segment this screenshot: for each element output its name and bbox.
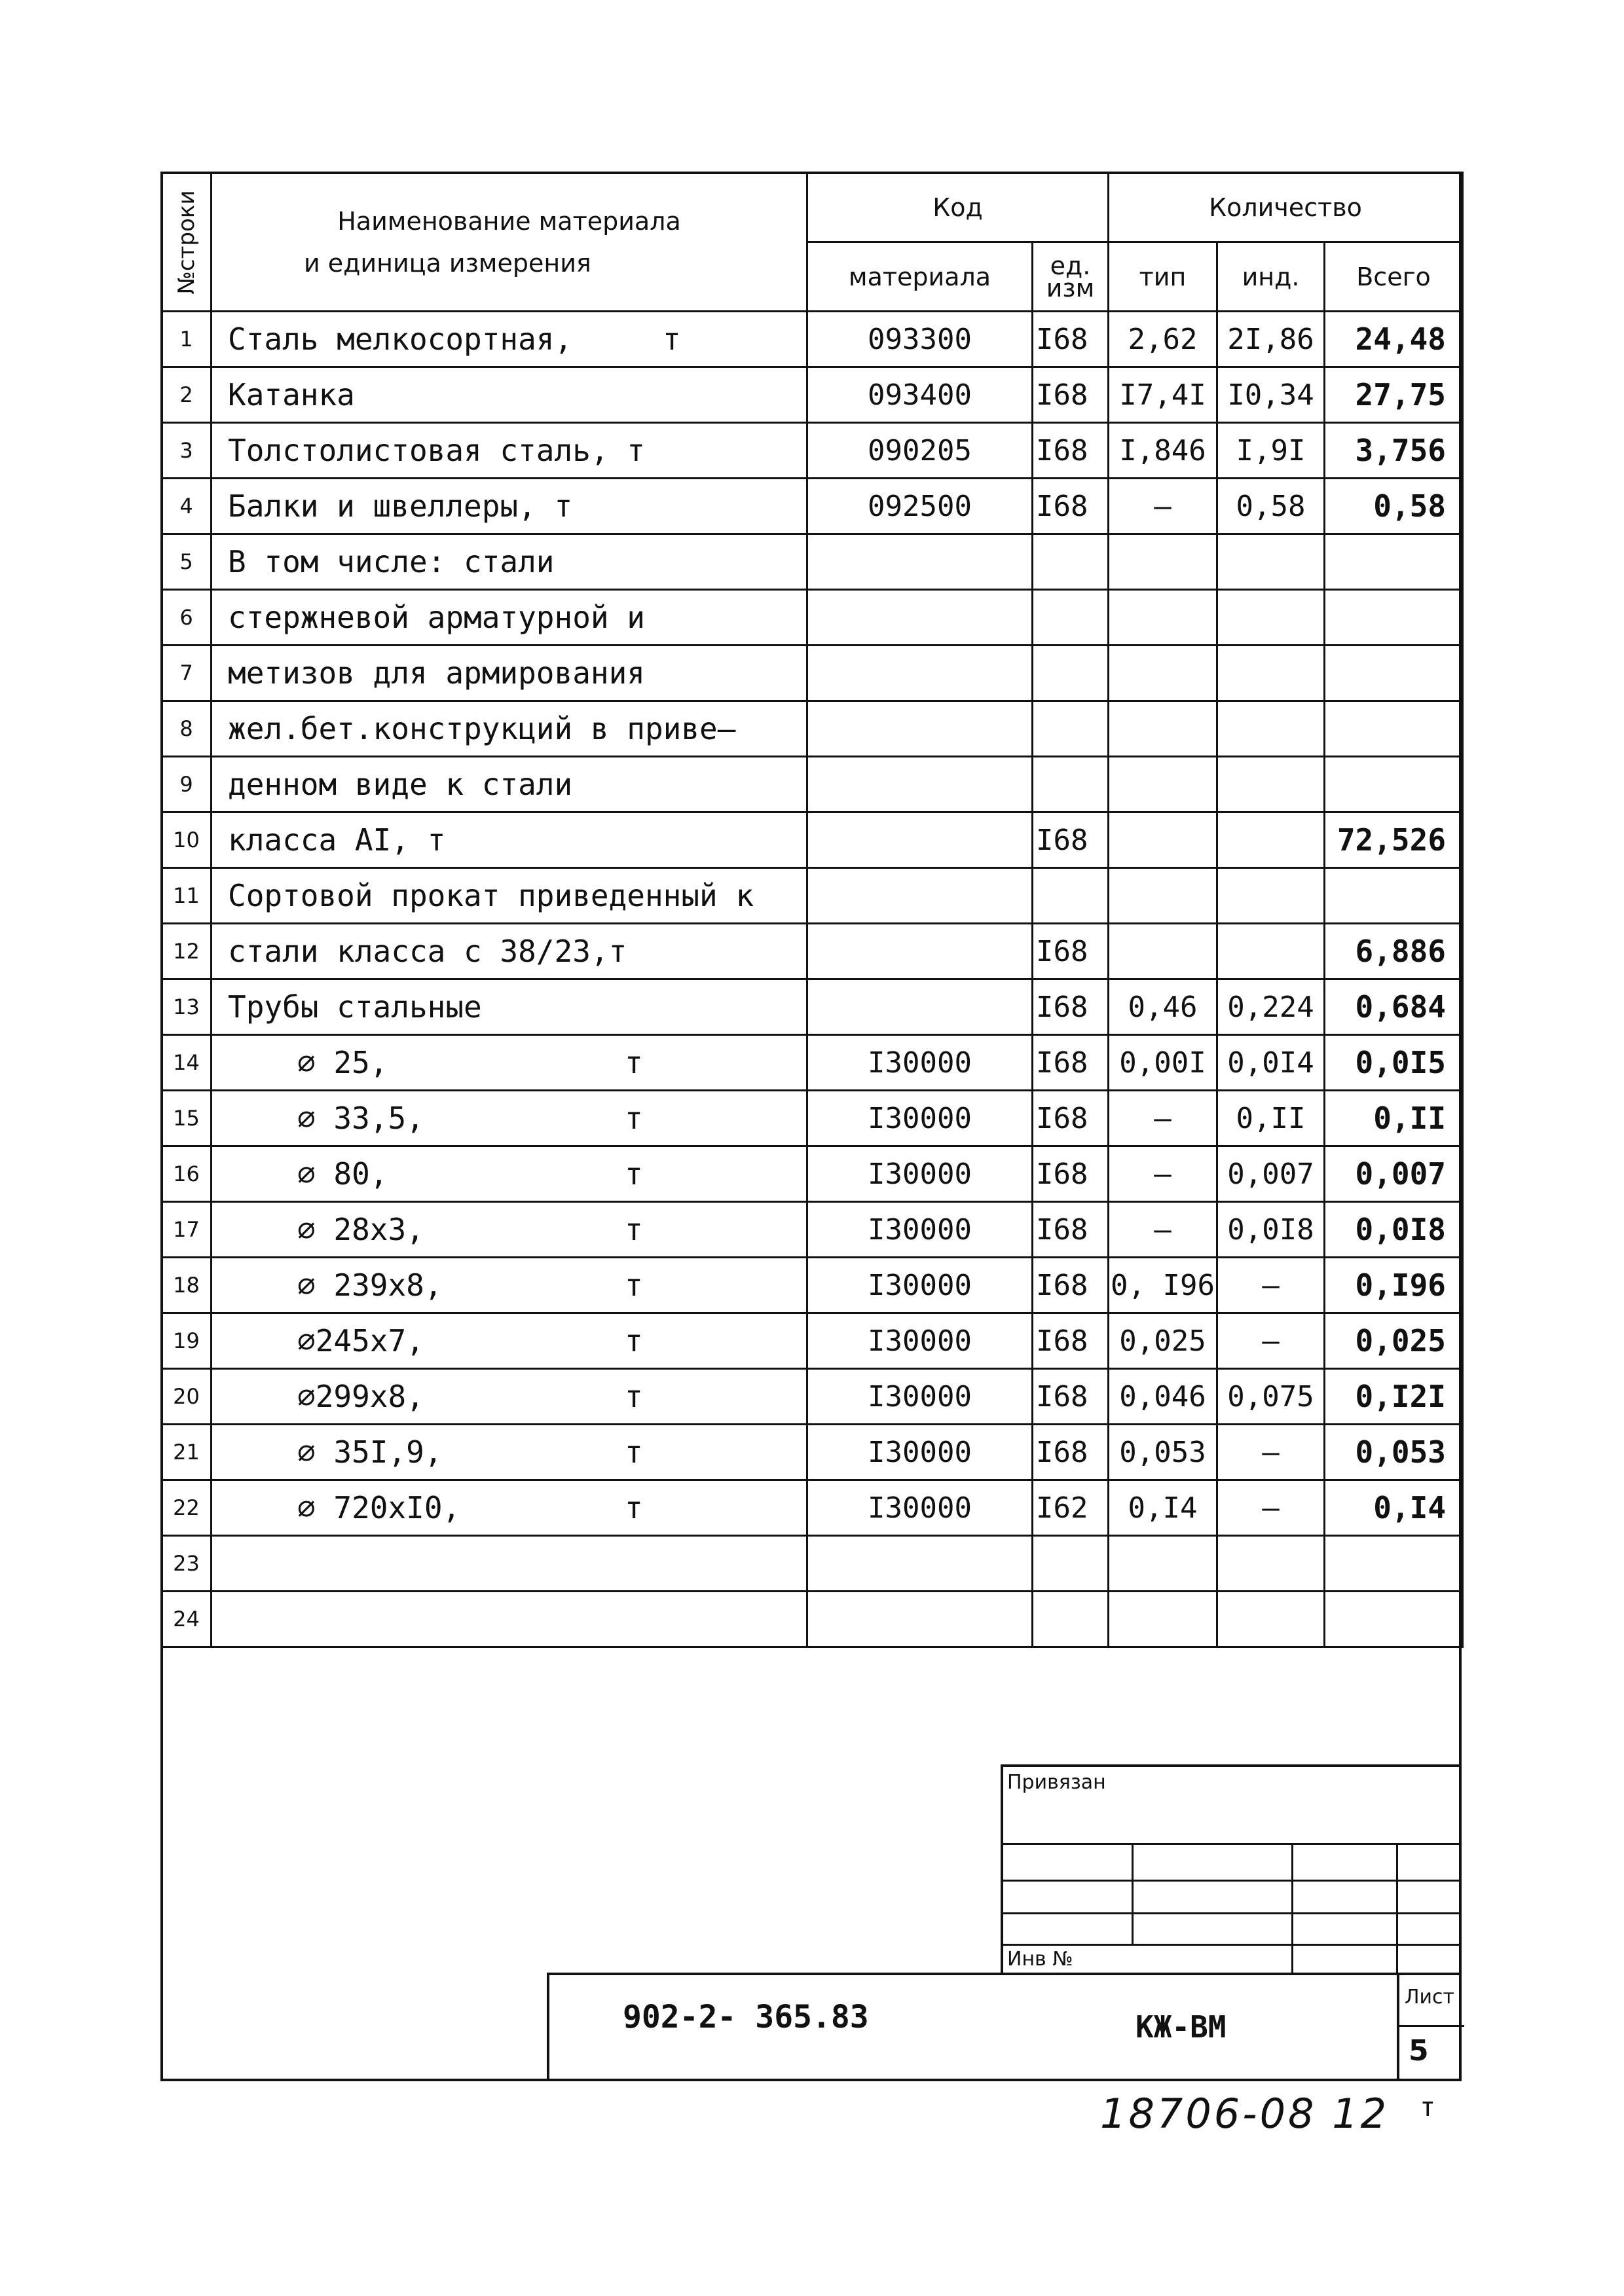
quantity-total (1325, 868, 1463, 924)
material-name (212, 1369, 807, 1425)
material-name (212, 701, 807, 757)
header-name-line1: Наименование материала (337, 206, 681, 236)
row-number: 6 (162, 590, 212, 646)
quantity-ind: – (1217, 1425, 1325, 1480)
unit-code: I68 (1033, 979, 1109, 1035)
quantity-ind: 0,II (1217, 1091, 1325, 1146)
table-row (162, 1536, 1463, 1592)
material-name (212, 1146, 807, 1202)
row-number: 16 (162, 1146, 212, 1202)
unit-code: I68 (1033, 1035, 1109, 1091)
material-name (212, 423, 807, 479)
quantity-typ: 0, I96 (1109, 1258, 1217, 1313)
quantity-total (1325, 534, 1463, 590)
materials-table (160, 172, 1464, 1648)
quantity-typ (1109, 868, 1217, 924)
unit-code (1033, 701, 1109, 757)
material-name-text: Сталь мелкосортная, (228, 321, 573, 357)
material-code (807, 757, 1033, 812)
row-number: 3 (162, 423, 212, 479)
unit-of-measure: т (625, 1434, 643, 1470)
unit-code: I68 (1033, 1146, 1109, 1202)
unit-code (1033, 646, 1109, 701)
quantity-total: 0,I4 (1325, 1480, 1463, 1536)
header-unit-code: ед. изм (1033, 242, 1109, 312)
material-name (212, 979, 807, 1035)
table-row (162, 312, 1463, 367)
material-code: I30000 (807, 1369, 1033, 1425)
quantity-total: 0,684 (1325, 979, 1463, 1035)
material-name (212, 812, 807, 868)
quantity-typ (1109, 1536, 1217, 1592)
row-number: 11 (162, 868, 212, 924)
unit-code: I68 (1033, 1202, 1109, 1258)
header-code-group: Код (807, 173, 1109, 242)
row-number: 12 (162, 924, 212, 979)
table-row (162, 1091, 1463, 1146)
quantity-total: 0,58 (1325, 479, 1463, 534)
material-name-text: ∅ 80, (297, 1156, 388, 1192)
table-row (162, 1146, 1463, 1202)
quantity-ind (1217, 924, 1325, 979)
quantity-typ (1109, 590, 1217, 646)
quantity-ind: 0,0I4 (1217, 1035, 1325, 1091)
quantity-total (1325, 1592, 1463, 1647)
table-row (162, 479, 1463, 534)
material-code (807, 812, 1033, 868)
table-row (162, 590, 1463, 646)
corner-mark: т (1420, 2092, 1436, 2123)
row-number: 13 (162, 979, 212, 1035)
quantity-ind: 2I,86 (1217, 312, 1325, 367)
quantity-ind (1217, 701, 1325, 757)
table-row (162, 534, 1463, 590)
quantity-total: 3,756 (1325, 423, 1463, 479)
table-row (162, 1592, 1463, 1647)
row-number: 1 (162, 312, 212, 367)
material-code (807, 534, 1033, 590)
header-material-name (212, 173, 807, 312)
material-name (212, 1313, 807, 1369)
title-block (547, 1973, 1462, 2081)
quantity-total: 0,0I8 (1325, 1202, 1463, 1258)
quantity-ind: 0,224 (1217, 979, 1325, 1035)
material-name-text: жел.бет.конструкций в приве– (228, 711, 736, 746)
material-name-text: ∅245х7, (297, 1323, 424, 1358)
material-code: I30000 (807, 1035, 1033, 1091)
material-name-text: стержневой арматурной и (228, 600, 645, 635)
row-number: 7 (162, 646, 212, 701)
material-name-text: Трубы стальные (228, 989, 482, 1025)
handwritten-number: 18706-08 12 (1100, 2090, 1390, 2138)
table-row (162, 812, 1463, 868)
unit-of-measure: т (625, 1490, 643, 1525)
row-number: 15 (162, 1091, 212, 1146)
quantity-ind (1217, 1536, 1325, 1592)
material-name (212, 1480, 807, 1536)
sheet-cell (1397, 1975, 1464, 2081)
table-row (162, 1035, 1463, 1091)
row-number: 5 (162, 534, 212, 590)
materials-table-body (162, 312, 1463, 1647)
material-name (212, 1035, 807, 1091)
material-name-text: метизов для армирования (228, 655, 645, 691)
material-name (212, 1091, 807, 1146)
material-name (212, 757, 807, 812)
unit-code: I68 (1033, 423, 1109, 479)
material-code (807, 646, 1033, 701)
quantity-ind: 0,007 (1217, 1146, 1325, 1202)
material-name (212, 534, 807, 590)
material-name-text: ∅ 239х8, (297, 1267, 443, 1303)
material-code (807, 1592, 1033, 1647)
material-name (212, 1425, 807, 1480)
quantity-typ: 0,46 (1109, 979, 1217, 1035)
unit-code: I68 (1033, 1369, 1109, 1425)
unit-of-measure: т (625, 1267, 643, 1303)
header-quantity-group: Количество (1109, 173, 1463, 242)
material-code: I30000 (807, 1313, 1033, 1369)
unit-code (1033, 1592, 1109, 1647)
material-name-text: В том числе: стали (228, 544, 555, 579)
material-name (212, 367, 807, 423)
material-code (807, 979, 1033, 1035)
quantity-total (1325, 1536, 1463, 1592)
quantity-ind: I,9I (1217, 423, 1325, 479)
material-name-text: ∅ 35I,9, (297, 1434, 443, 1470)
unit-of-measure: т (625, 1045, 643, 1080)
material-name (212, 479, 807, 534)
quantity-total: 0,053 (1325, 1425, 1463, 1480)
material-name (212, 1258, 807, 1313)
material-name-text: денном виде к стали (228, 767, 573, 802)
unit-code: I68 (1033, 924, 1109, 979)
header-qty-total: Всего (1325, 242, 1463, 312)
table-row (162, 1202, 1463, 1258)
unit-code (1033, 1536, 1109, 1592)
quantity-typ: 0,046 (1109, 1369, 1217, 1425)
material-code: 092500 (807, 479, 1033, 534)
quantity-typ: I,846 (1109, 423, 1217, 479)
quantity-ind: 0,58 (1217, 479, 1325, 534)
material-code: I30000 (807, 1480, 1033, 1536)
quantity-typ: – (1109, 479, 1217, 534)
header-name-line2: и единица измерения (304, 248, 591, 278)
material-name-text: Толстолистовая сталь, т (228, 433, 645, 468)
material-name-text: Балки и швеллеры, т (228, 488, 573, 524)
material-name-text: Сортовой прокат приведенный к (228, 878, 754, 913)
header-qty-typ: тип (1109, 242, 1217, 312)
quantity-total: 0,I2I (1325, 1369, 1463, 1425)
material-name-text: класса АI, т (228, 822, 446, 858)
material-name (212, 924, 807, 979)
row-number: 2 (162, 367, 212, 423)
unit-code: I62 (1033, 1480, 1109, 1536)
unit-code: I68 (1033, 367, 1109, 423)
unit-code (1033, 534, 1109, 590)
row-number: 14 (162, 1035, 212, 1091)
row-number: 24 (162, 1592, 212, 1647)
quantity-ind (1217, 1592, 1325, 1647)
material-name (212, 312, 807, 367)
header-row-number: №строки (162, 173, 212, 312)
quantity-ind: 0,075 (1217, 1369, 1325, 1425)
quantity-total: 24,48 (1325, 312, 1463, 367)
sheet-label: Лист (1405, 1986, 1455, 2009)
table-row (162, 1480, 1463, 1536)
quantity-total: 0,0I5 (1325, 1035, 1463, 1091)
material-name (212, 1202, 807, 1258)
table-row (162, 1425, 1463, 1480)
document-code: 902-2- 365.83 (623, 1999, 869, 2035)
inventory-number-label: Инв № (1007, 1948, 1073, 1971)
unit-of-measure: т (625, 1156, 643, 1192)
material-code: 093400 (807, 367, 1033, 423)
material-name-text: ∅ 28х3, (297, 1212, 424, 1247)
row-number: 10 (162, 812, 212, 868)
table-row (162, 423, 1463, 479)
quantity-typ: 0,I4 (1109, 1480, 1217, 1536)
row-number: 21 (162, 1425, 212, 1480)
material-name (212, 868, 807, 924)
quantity-total: 0,007 (1325, 1146, 1463, 1202)
quantity-ind (1217, 590, 1325, 646)
unit-code: I68 (1033, 312, 1109, 367)
quantity-total: 27,75 (1325, 367, 1463, 423)
quantity-total: 6,886 (1325, 924, 1463, 979)
quantity-typ: – (1109, 1091, 1217, 1146)
quantity-ind: – (1217, 1313, 1325, 1369)
unit-code: I68 (1033, 1425, 1109, 1480)
material-code (807, 924, 1033, 979)
quantity-typ (1109, 646, 1217, 701)
material-code: I30000 (807, 1202, 1033, 1258)
quantity-typ: I7,4I (1109, 367, 1217, 423)
quantity-total: 0,I96 (1325, 1258, 1463, 1313)
linked-stamp (1001, 1764, 1462, 1973)
quantity-typ: 0,00I (1109, 1035, 1217, 1091)
quantity-ind: 0,0I8 (1217, 1202, 1325, 1258)
quantity-ind (1217, 757, 1325, 812)
table-row (162, 367, 1463, 423)
header-material-code: материала (807, 242, 1033, 312)
quantity-typ: 0,025 (1109, 1313, 1217, 1369)
quantity-typ: – (1109, 1146, 1217, 1202)
row-number: 4 (162, 479, 212, 534)
quantity-ind (1217, 868, 1325, 924)
row-number: 23 (162, 1536, 212, 1592)
row-number: 19 (162, 1313, 212, 1369)
header-qty-ind: инд. (1217, 242, 1325, 312)
material-code (807, 868, 1033, 924)
material-code: I30000 (807, 1146, 1033, 1202)
material-name-text: ∅299х8, (297, 1379, 424, 1414)
material-code (807, 590, 1033, 646)
unit-code: I68 (1033, 1313, 1109, 1369)
quantity-total (1325, 701, 1463, 757)
quantity-ind (1217, 812, 1325, 868)
quantity-ind (1217, 534, 1325, 590)
quantity-total (1325, 646, 1463, 701)
quantity-typ: – (1109, 1202, 1217, 1258)
row-number: 18 (162, 1258, 212, 1313)
row-number: 9 (162, 757, 212, 812)
quantity-typ (1109, 1592, 1217, 1647)
quantity-total: 72,526 (1325, 812, 1463, 868)
material-name-text: ∅ 25, (297, 1045, 388, 1080)
document-mark: КЖ-ВМ (1135, 2009, 1227, 2045)
unit-code: I68 (1033, 479, 1109, 534)
material-code: I30000 (807, 1091, 1033, 1146)
table-row (162, 924, 1463, 979)
row-number: 22 (162, 1480, 212, 1536)
unit-code (1033, 590, 1109, 646)
material-code: I30000 (807, 1258, 1033, 1313)
material-name (212, 646, 807, 701)
unit-of-measure: т (663, 321, 681, 357)
table-row (162, 1313, 1463, 1369)
row-number: 20 (162, 1369, 212, 1425)
quantity-total: 0,II (1325, 1091, 1463, 1146)
quantity-total (1325, 757, 1463, 812)
table-row (162, 646, 1463, 701)
unit-code: I68 (1033, 1091, 1109, 1146)
unit-of-measure: т (625, 1101, 643, 1136)
unit-of-measure: т (625, 1212, 643, 1247)
material-code: 090205 (807, 423, 1033, 479)
quantity-total: 0,025 (1325, 1313, 1463, 1369)
table-row (162, 868, 1463, 924)
quantity-typ (1109, 812, 1217, 868)
quantity-ind: I0,34 (1217, 367, 1325, 423)
table-row (162, 1258, 1463, 1313)
unit-of-measure: т (625, 1323, 643, 1358)
row-number: 17 (162, 1202, 212, 1258)
unit-code (1033, 868, 1109, 924)
table-row (162, 701, 1463, 757)
quantity-typ (1109, 701, 1217, 757)
unit-code: I68 (1033, 1258, 1109, 1313)
sheet-number: 5 (1409, 2034, 1429, 2068)
quantity-ind (1217, 646, 1325, 701)
table-row (162, 1369, 1463, 1425)
material-code: I30000 (807, 1425, 1033, 1480)
linked-label: Привязан (1007, 1771, 1106, 1794)
quantity-ind: – (1217, 1258, 1325, 1313)
table-row (162, 979, 1463, 1035)
quantity-typ: 0,053 (1109, 1425, 1217, 1480)
row-number: 8 (162, 701, 212, 757)
material-code (807, 701, 1033, 757)
unit-code (1033, 757, 1109, 812)
table-row (162, 757, 1463, 812)
material-name-text: стали класса с 38/23,т (228, 934, 627, 969)
material-name (212, 1536, 807, 1592)
quantity-typ: 2,62 (1109, 312, 1217, 367)
material-name-text: ∅ 33,5, (297, 1101, 424, 1136)
quantity-ind: – (1217, 1480, 1325, 1536)
material-name-text: Катанка (228, 377, 355, 412)
material-name-text: ∅ 720хI0, (297, 1490, 461, 1525)
unit-of-measure: т (625, 1379, 643, 1414)
material-name (212, 590, 807, 646)
material-code: 093300 (807, 312, 1033, 367)
quantity-typ (1109, 757, 1217, 812)
quantity-total (1325, 590, 1463, 646)
unit-code: I68 (1033, 812, 1109, 868)
quantity-typ (1109, 924, 1217, 979)
material-code (807, 1536, 1033, 1592)
quantity-typ (1109, 534, 1217, 590)
material-name (212, 1592, 807, 1647)
